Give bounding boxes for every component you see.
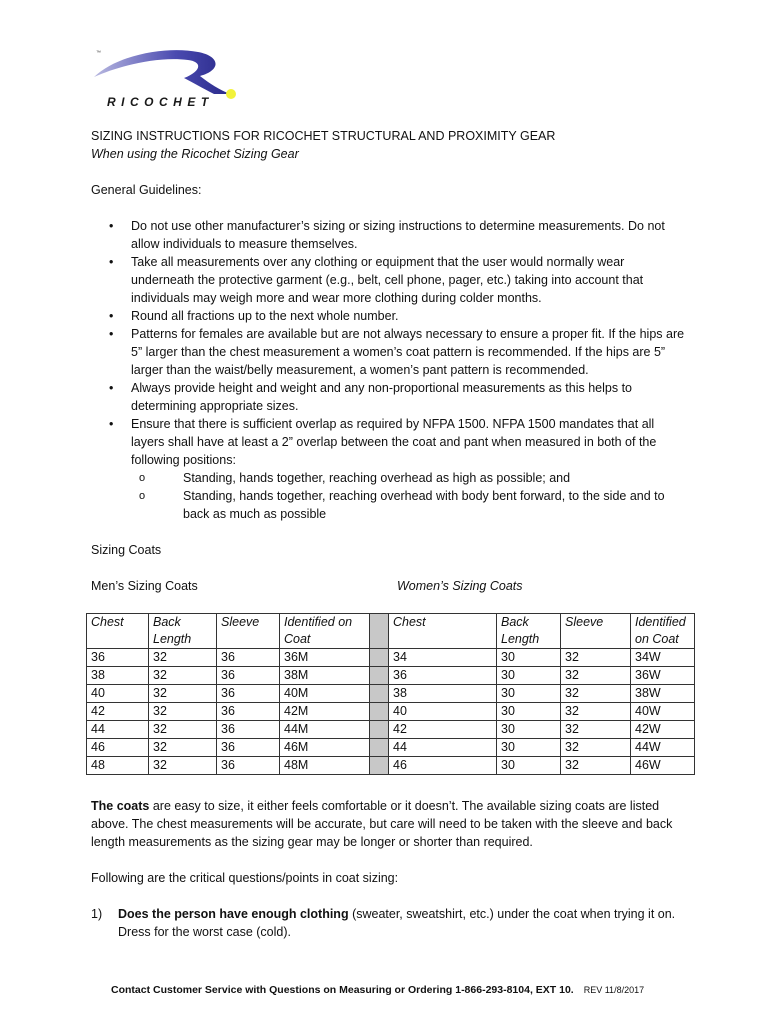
positions-sublist [91, 469, 691, 523]
table-separator [370, 614, 389, 649]
page-title: SIZING INSTRUCTIONS FOR RICOCHET STRUCTURAL AND PROXIMITY GEAR [91, 129, 556, 143]
table-row [87, 721, 695, 739]
table-separator [370, 721, 389, 739]
table-cell: 30 [497, 703, 561, 721]
list-item: • Do not use other manufacturer’s sizing or sizing instructions to determine measurements. Do not allow individuals to measure themselves. [109, 219, 665, 251]
table-cell: 32 [561, 685, 631, 703]
table-cell: 42M [280, 703, 370, 721]
table-cell: 48 [87, 757, 149, 775]
table-cell: 32 [149, 739, 217, 757]
table-cell: 36 [217, 649, 280, 667]
table-cell: 32 [149, 685, 217, 703]
table-separator [370, 703, 389, 721]
table-cell: 36 [217, 685, 280, 703]
table-cell: 38 [87, 667, 149, 685]
table-cell: 32 [149, 703, 217, 721]
table-cell: 32 [561, 703, 631, 721]
table-row [87, 739, 695, 757]
list-item: • Patterns for females are available but are not always necessary to ensure a proper fit. If the hips are 5” larger than the chest measurement a women’s coat pattern is recommended. If the hips are 5” larger than the waist/belly measurement, a women’s pant pattern is recommended. [109, 327, 685, 377]
coats-paragraph: The coats are easy to size, it either feels comfortable or it doesn’t. The available sizing coats are listed above. The chest measurements will be accurate, but care will need to be taken with the sleeve and back length measurements as the sizing gear may be longer or shorter than required. [91, 799, 673, 849]
table-cell: 32 [561, 739, 631, 757]
column-header: Chest [87, 614, 149, 649]
table-cell: 38 [389, 685, 497, 703]
table-cell: 36 [217, 757, 280, 775]
table-cell: 32 [561, 757, 631, 775]
list-item: • Ensure that there is sufficient overlap as required by NFPA 1500. NFPA 1500 mandates that all layers shall have at least a 2” overlap between the coat and pant when measured in both of the following positions: o Standing, hands together, reaching overhead as high as possible; and o Standing, hands together, reaching overhead with body bent forward, to the side and to back as much as possible [91, 415, 691, 523]
table-cell: 32 [149, 649, 217, 667]
column-header: Back Length [149, 614, 217, 649]
table-cell: 38W [631, 685, 695, 703]
sizing-coats-heading: Sizing Coats [91, 543, 162, 557]
table-cell: 32 [561, 667, 631, 685]
table-cell: 36W [631, 667, 695, 685]
table-cell: 36M [280, 649, 370, 667]
revision-date: REV 11/8/2017 [583, 985, 645, 995]
table-separator [370, 667, 389, 685]
table-cell: 42 [389, 721, 497, 739]
womens-table-title: Women’s Sizing Coats [397, 579, 523, 593]
table-row [87, 649, 695, 667]
table-cell: 30 [497, 721, 561, 739]
logo-yellow-dot [226, 89, 236, 99]
sub-list-item: o Standing, hands together, reaching overhead with body bent forward, to the side and to back as much as possible [139, 489, 665, 521]
table-cell: 44 [389, 739, 497, 757]
footer-contact: Contact Customer Service with Questions on Measuring or Ordering 1-866-293-8104, EXT 10. [111, 984, 574, 996]
table-cell: 44W [631, 739, 695, 757]
table-cell: 44 [87, 721, 149, 739]
table-row [87, 685, 695, 703]
mens-table-title: Men’s Sizing Coats [91, 579, 198, 593]
sub-list-item: o Standing, hands together, reaching overhead as high as possible; and [139, 471, 571, 485]
table-cell: 30 [497, 667, 561, 685]
list-item: • Always provide height and weight and any non-proportional measurements as this helps to determining appropriate sizes. [109, 381, 632, 413]
table-cell: 46 [389, 757, 497, 775]
coat-sizing-notes [91, 797, 691, 941]
table-cell: 44M [280, 721, 370, 739]
list-item: • Take all measurements over any clothing or equipment that the user would normally wear underneath the protective garment (e.g., belt, cell phone, pager, etc.) taking into account that individuals may weigh more and wear more clothing during colder months. [109, 255, 644, 305]
table-cell: 38M [280, 667, 370, 685]
table-cell: 36 [217, 667, 280, 685]
page-subtitle: When using the Ricochet Sizing Gear [91, 147, 299, 161]
table-cell: 30 [497, 757, 561, 775]
list-item: • Round all fractions up to the next whole number. [109, 309, 399, 323]
table-cell: 42W [631, 721, 695, 739]
numbered-item: 1) Does the person have enough clothing (sweater, sweatshirt, etc.) under the coat when trying it on. Dress for the worst case (cold). [91, 907, 676, 939]
table-cell: 46W [631, 757, 695, 775]
critical-intro: Following are the critical questions/points in coat sizing: [91, 871, 399, 885]
table-cell: 30 [497, 649, 561, 667]
table-row [87, 703, 695, 721]
table-cell: 34W [631, 649, 695, 667]
document-body [91, 127, 691, 595]
column-header: Identified on Coat [280, 614, 370, 649]
table-separator [370, 739, 389, 757]
trademark-symbol: ™ [96, 50, 101, 56]
table-cell: 40W [631, 703, 695, 721]
column-header: Sleeve [217, 614, 280, 649]
sizing-coats-table [86, 613, 695, 775]
table-cell: 36 [87, 649, 149, 667]
table-cell: 30 [497, 685, 561, 703]
table-cell: 46 [87, 739, 149, 757]
table-cell: 40 [87, 685, 149, 703]
table-row [87, 667, 695, 685]
column-header: Back Length [497, 614, 561, 649]
table-cell: 32 [561, 649, 631, 667]
table-cell: 46M [280, 739, 370, 757]
table-header-row [87, 614, 695, 649]
table-cell: 36 [217, 703, 280, 721]
table-cell: 48M [280, 757, 370, 775]
column-header: Sleeve [561, 614, 631, 649]
table-cell: 32 [149, 667, 217, 685]
table-cell: 32 [149, 757, 217, 775]
table-separator [370, 757, 389, 775]
table-cell: 36 [389, 667, 497, 685]
table-separator [370, 649, 389, 667]
table-cell: 34 [389, 649, 497, 667]
table-cell: 40 [389, 703, 497, 721]
column-header: Identified on Coat [631, 614, 695, 649]
column-header: Chest [389, 614, 497, 649]
table-cell: 40M [280, 685, 370, 703]
page-footer [111, 984, 644, 996]
table-cell: 36 [217, 721, 280, 739]
guidelines-list [91, 217, 691, 523]
table-row [87, 757, 695, 775]
table-cell: 30 [497, 739, 561, 757]
logo-wordmark: RICOCHET [107, 95, 214, 109]
table-cell: 32 [149, 721, 217, 739]
table-cell: 42 [87, 703, 149, 721]
general-guidelines-heading: General Guidelines: [91, 183, 202, 197]
table-cell: 36 [217, 739, 280, 757]
table-separator [370, 685, 389, 703]
table-cell: 32 [561, 721, 631, 739]
